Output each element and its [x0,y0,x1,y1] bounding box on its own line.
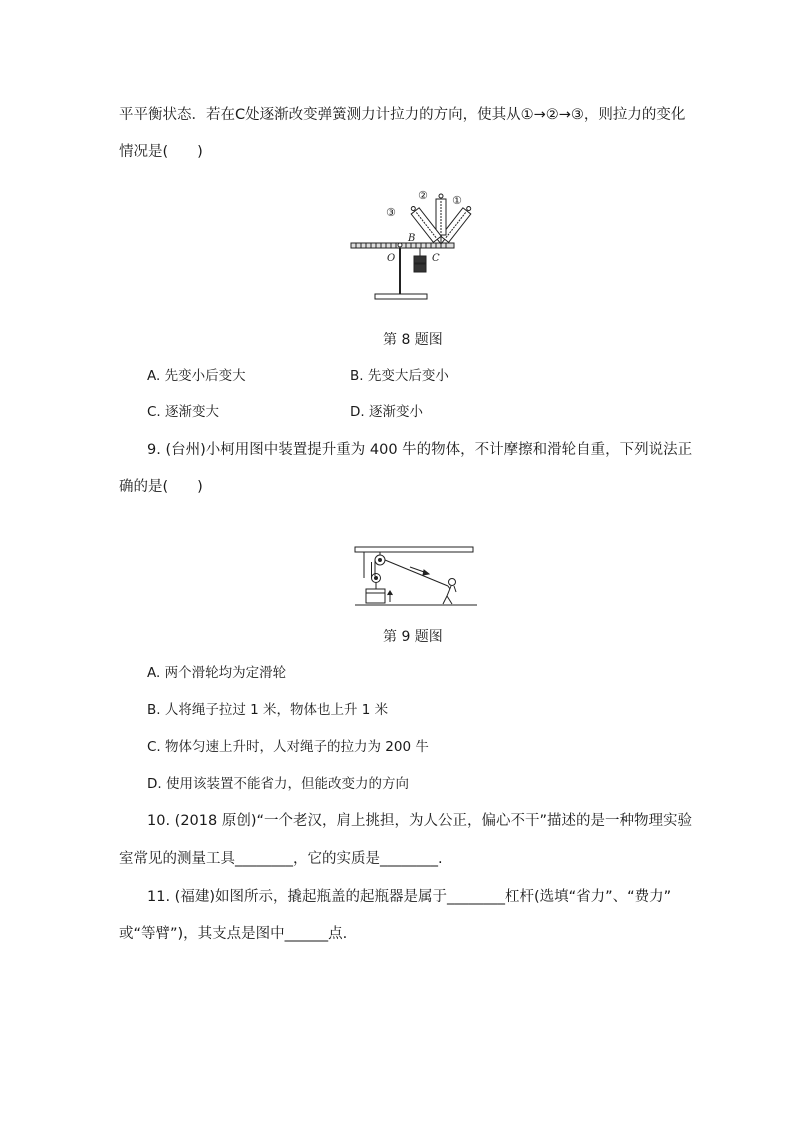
q9-figure-caption: 第 9 题图 [383,629,443,645]
q11-text-line-1: 11. (福建)如图所示，撬起瓶盖的起瓶器是属于________杠杆(选填“省力”、“费力” [147,889,672,905]
q9-option-d: D. 使用该装置不能省力，但能改变力的方向 [147,776,409,792]
q8-text-line-1: 平平衡状态．若在C处逐渐改变弹簧测力计拉力的方向，使其从①→②→③，则拉力的变化 [119,107,686,123]
q9-option-a: A. 两个滑轮均为定滑轮 [147,665,287,681]
q9-option-b: B. 人将绳子拉过 1 米，物体也上升 1 米 [147,702,389,718]
q8-label-o: O [387,253,396,264]
q8-option-b: B. 先变大后变小 [350,368,449,384]
q9-text-line-2: 确的是( ) [119,479,203,495]
q9-option-c: C. 物体匀速上升时，人对绳子的拉力为 200 牛 [147,739,429,755]
q10-text-line-2: 室常见的测量工具________，它的实质是________. [119,851,443,867]
q8-label-2: ② [418,189,428,202]
q8-label-b: B [408,233,416,244]
q10-text-line-1: 10. (2018 原创)“一个老汉，肩上挑担，为人公正，偏心不干”描述的是一种物理实验 [147,813,693,829]
q11-text-line-2: 或“等臂”)，其支点是图中______点. [119,926,348,942]
q8-option-d: D. 逐渐变小 [350,404,423,420]
q8-option-a: A. 先变小后变大 [147,368,246,384]
q8-text-line-2: 情况是( ) [119,144,203,160]
q8-option-c: C. 逐渐变大 [147,404,220,420]
q8-label-1: ① [452,194,462,207]
q8-label-3: ③ [386,206,396,219]
q8-lever-figure [348,186,462,311]
q9-text-line-1: 9. (台州)小柯用图中装置提升重为 400 牛的物体，不计摩擦和滑轮自重，下列说法正 [147,442,693,458]
q8-label-c: C [432,253,440,264]
q8-figure-caption: 第 8 题图 [383,332,443,348]
q9-pulley-figure [355,546,479,612]
